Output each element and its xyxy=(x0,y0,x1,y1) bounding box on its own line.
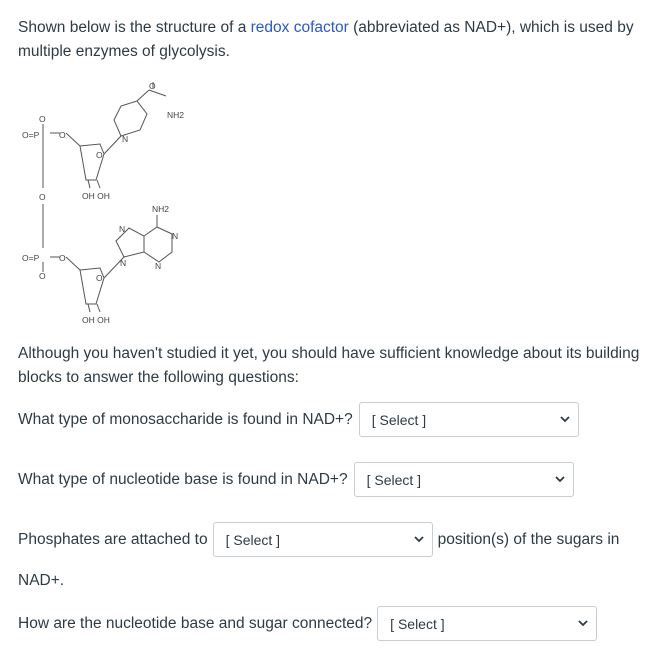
nucleotide-base-select[interactable] xyxy=(354,462,574,497)
struct-label: NH2 xyxy=(167,110,185,120)
struct-label: O xyxy=(59,130,66,140)
monosaccharide-select[interactable] xyxy=(359,402,579,437)
chevron-down-icon xyxy=(555,476,565,483)
struct-label: O xyxy=(39,114,46,124)
intro-text-1: Shown below is the structure of a xyxy=(18,19,251,36)
select-value: [ Select ] xyxy=(371,411,427,428)
struct-label: OH OH xyxy=(82,315,110,325)
question-1 xyxy=(18,402,579,437)
struct-label: O xyxy=(39,271,46,281)
struct-label: O=P xyxy=(22,253,40,263)
question-4-text: How are the nucleotide base and sugar connected? xyxy=(18,614,373,632)
select-value: [ Select ] xyxy=(390,615,445,632)
struct-label: O xyxy=(39,192,46,202)
struct-label: O=P xyxy=(22,130,40,140)
question-4 xyxy=(18,606,597,641)
struct-label: N xyxy=(122,134,129,144)
question-3-text-before: Phosphates are attached to xyxy=(18,530,208,548)
struct-label: O xyxy=(59,253,66,263)
question-1-text: What type of monosaccharide is found in NAD+? xyxy=(18,410,353,428)
body-paragraph: Although you haven't studied it yet, you should have sufficient knowledge about its building blocks to answer the following questions: xyxy=(18,345,640,386)
question-3-text-wrap: NAD+. xyxy=(18,572,65,589)
struct-label: N xyxy=(120,258,127,268)
struct-label: O xyxy=(96,273,103,283)
select-value: [ Select ] xyxy=(225,531,281,548)
nad-structure-diagram xyxy=(14,76,204,330)
question-3 xyxy=(18,522,619,557)
chevron-down-icon xyxy=(578,620,588,627)
intro-text-2: (abbreviated as NAD+), which is used by multiple enzymes of glycolysis. xyxy=(18,19,634,60)
struct-label: NH2 xyxy=(152,204,170,214)
base-sugar-connection-select[interactable] xyxy=(377,606,597,641)
struct-label: O xyxy=(149,81,156,91)
phosphate-position-select[interactable] xyxy=(213,522,433,557)
struct-label: O xyxy=(96,150,103,160)
struct-label: N xyxy=(155,261,162,271)
struct-label: N xyxy=(172,231,179,241)
struct-label: OH OH xyxy=(82,191,110,201)
redox-cofactor-link[interactable]: redox cofactor xyxy=(250,19,349,36)
struct-label: N xyxy=(119,224,126,234)
intro-paragraph xyxy=(18,16,658,64)
question-2-text: What type of nucleotide base is found in NAD+? xyxy=(18,470,348,488)
select-value: [ Select ] xyxy=(366,471,422,488)
chevron-down-icon xyxy=(414,536,424,543)
question-2 xyxy=(18,462,574,497)
chevron-down-icon xyxy=(560,416,570,423)
question-3-text-after: position(s) of the sugars in xyxy=(437,530,620,548)
